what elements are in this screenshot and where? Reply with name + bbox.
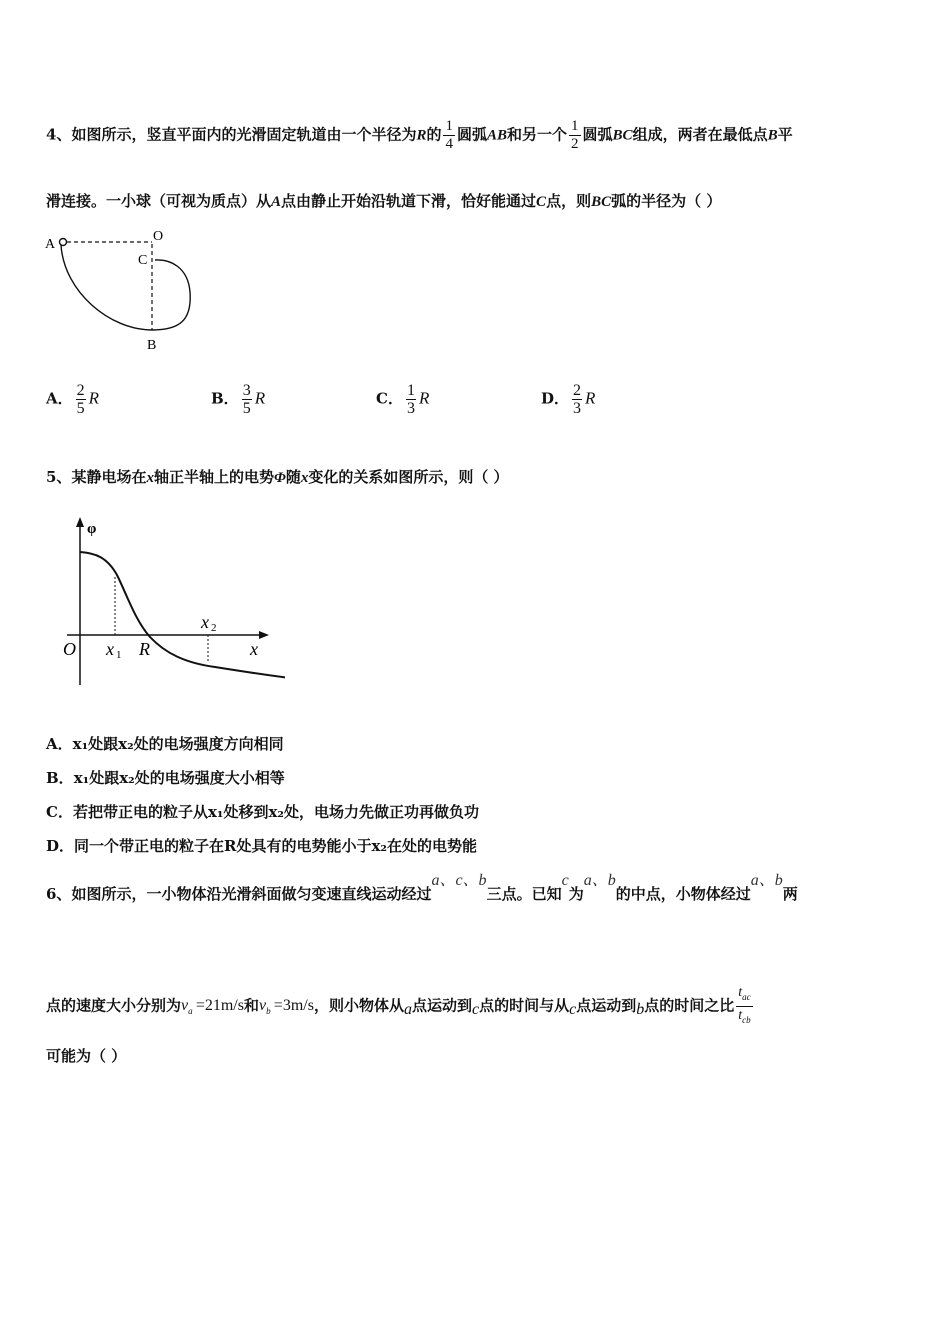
option-var: R — [254, 388, 266, 408]
q6-time-ratio — [736, 984, 752, 1029]
q5-text: 变化的关系如图所示，则（ ） — [308, 468, 509, 486]
potential-curve — [80, 552, 285, 678]
q5-option-b[interactable] — [46, 767, 285, 788]
x2-subscript: 2 — [211, 622, 217, 634]
option-text: x₁处跟x₂处的电场强度方向相同 — [72, 735, 284, 753]
q5-option-c[interactable] — [46, 801, 479, 822]
frac-den: 3 — [406, 400, 415, 417]
q5-text: 某静电场在 — [71, 468, 147, 486]
q4-line2 — [46, 190, 721, 211]
frac-den: 5 — [76, 400, 85, 417]
q4-track-figure — [40, 222, 210, 357]
option-label: D． — [46, 837, 75, 855]
frac-den: 3 — [573, 400, 582, 417]
q6-number: 6、 — [46, 885, 72, 903]
q4-text: 组成，两者在最低点 — [632, 125, 768, 144]
q5-option-a[interactable] — [46, 733, 284, 754]
q4-option-b[interactable] — [211, 382, 265, 417]
q6-text: 可能为（ ） — [46, 1047, 127, 1065]
frac-num: 1 — [445, 118, 453, 134]
q5-var-x: x — [300, 470, 309, 486]
var-t: t — [738, 1007, 743, 1023]
q4-text: 如图所示，竖直平面内的光滑固定轨道由一个半径为 — [71, 125, 417, 144]
q4-fraction-quarter — [443, 118, 455, 153]
option-label: C． — [46, 803, 73, 821]
q6-vb-expression — [258, 997, 314, 1017]
q6-var-c: c — [561, 872, 569, 889]
q4-text: 点由静止开始沿轨道下滑，恰好能通过 — [281, 192, 537, 210]
q6-text: 点的时间之比 — [644, 996, 735, 1015]
q6-text: 点运动到 — [576, 996, 637, 1015]
q6-va-expression — [181, 997, 244, 1017]
q4-var-AB: AB — [487, 127, 508, 144]
q6-var-b: b — [636, 1001, 645, 1019]
x-axis-arrow-icon — [259, 631, 269, 639]
var-sub: a — [188, 1006, 193, 1017]
q6-text: 三点。已知 — [486, 885, 562, 903]
ball-icon — [60, 239, 67, 246]
q5-potential-graph — [55, 515, 285, 690]
track-curve — [61, 245, 190, 330]
q6-var-a: a — [403, 1001, 412, 1019]
x2-label: x — [201, 612, 209, 632]
option-label: B． — [211, 389, 239, 408]
x-axis-label: x — [250, 639, 258, 659]
q4-text: 的 — [426, 125, 442, 144]
q6-text: 和 — [243, 996, 259, 1015]
phi-axis-label: φ — [87, 521, 97, 537]
option-label: C． — [376, 389, 403, 408]
frac-den: 5 — [242, 400, 251, 417]
option-fraction — [241, 382, 253, 417]
frac-den: 2 — [571, 136, 579, 152]
q6-var-ab: a、b — [750, 872, 783, 889]
option-label: A． — [46, 389, 73, 408]
option-label: A． — [46, 735, 73, 753]
label-C: C — [138, 253, 148, 268]
option-fraction — [571, 382, 583, 417]
R-label: R — [139, 639, 150, 659]
frac-num: 3 — [242, 382, 251, 399]
x1-label: x — [106, 639, 114, 659]
phi-axis-arrow-icon — [76, 517, 84, 527]
q5-text: 随 — [285, 468, 301, 486]
q4-number: 4、 — [46, 125, 72, 144]
q4-line1 — [46, 118, 793, 153]
q4-text: 平 — [777, 125, 793, 144]
var-t: t — [738, 985, 743, 1000]
q4-text: 弧的半径为（ ） — [611, 192, 722, 210]
option-text: x₁处跟x₂处的电场强度大小相等 — [73, 769, 285, 787]
q5-var-phi: Φ — [273, 470, 286, 486]
option-var: R — [585, 388, 596, 408]
va-value: =21m/s — [195, 997, 244, 1015]
q6-text: 两 — [782, 885, 798, 903]
q4-option-c[interactable] — [376, 382, 429, 417]
q4-var-B: B — [767, 127, 778, 144]
q6-text: 为 — [568, 885, 584, 903]
q6-line3 — [46, 1045, 126, 1066]
q5-number: 5、 — [46, 468, 72, 486]
var-sub: cb — [742, 1014, 751, 1025]
q6-text: 点运动到 — [411, 996, 472, 1015]
frac-num: 1 — [406, 382, 415, 399]
q6-text: 点的时间与从 — [479, 996, 570, 1015]
q4-option-a[interactable] — [46, 382, 99, 417]
frac-num: 1 — [571, 118, 579, 134]
q6-text: 如图所示，一小物体沿光滑斜面做匀变速直线运动经过 — [71, 885, 432, 903]
q6-var-ab: a、b — [583, 872, 616, 889]
q5-var-x: x — [146, 470, 154, 486]
q6-var-c: c — [471, 1001, 480, 1019]
frac-den — [736, 1007, 752, 1029]
q6-text: 的中点，小物体经过 — [615, 885, 751, 903]
q6-var-acb: a、c、b — [431, 872, 487, 889]
q4-text: 滑连接。一小球（可视为质点）从 — [46, 192, 272, 210]
q6-line1 — [46, 872, 798, 904]
q4-text: 圆弧 — [456, 125, 487, 144]
q4-text: 和另一个 — [507, 125, 568, 144]
q6-var-c: c — [569, 1001, 577, 1019]
q6-line2 — [46, 984, 755, 1029]
q4-var-BC: BC — [591, 194, 612, 210]
option-label: B． — [46, 769, 74, 787]
q4-option-d[interactable] — [541, 382, 595, 417]
q6-text: 点的速度大小分别为 — [46, 996, 182, 1015]
label-O: O — [153, 229, 164, 244]
q4-var-C: C — [536, 194, 547, 210]
label-A: A — [45, 237, 56, 252]
label-B: B — [147, 338, 157, 353]
frac-num: 2 — [76, 382, 85, 399]
q4-var-BC: BC — [612, 127, 633, 144]
var-sub: ac — [742, 991, 751, 1002]
q6-text: ，则小物体从 — [313, 996, 404, 1015]
var-sub: b — [266, 1006, 271, 1017]
q5-stem — [46, 466, 509, 487]
var-v: v — [258, 997, 267, 1015]
option-fraction — [75, 382, 87, 417]
vb-value: =3m/s — [273, 997, 314, 1015]
frac-den: 4 — [445, 136, 453, 152]
option-fraction — [405, 382, 417, 417]
option-var: R — [88, 388, 100, 408]
frac-num — [736, 984, 752, 1007]
option-text: 若把带正电的粒子从x₁处移到x₂处，电场力先做正功再做负功 — [72, 803, 479, 821]
option-text: 同一个带正电的粒子在R处具有的电势能小于x₂在处的电势能 — [74, 837, 477, 855]
q4-var-R: R — [416, 127, 427, 144]
var-v: v — [181, 997, 189, 1015]
q4-text: 点，则 — [546, 192, 592, 210]
q4-fraction-half — [569, 118, 581, 153]
x1-subscript: 1 — [116, 649, 122, 661]
option-var: R — [418, 388, 430, 408]
q5-text: 轴正半轴上的电势 — [153, 468, 274, 486]
q5-option-d[interactable] — [46, 835, 477, 856]
origin-label: O — [63, 639, 76, 659]
q4-var-A: A — [271, 194, 282, 210]
frac-num: 2 — [573, 382, 582, 399]
q4-text: 圆弧 — [582, 125, 613, 144]
option-label: D． — [541, 389, 570, 408]
